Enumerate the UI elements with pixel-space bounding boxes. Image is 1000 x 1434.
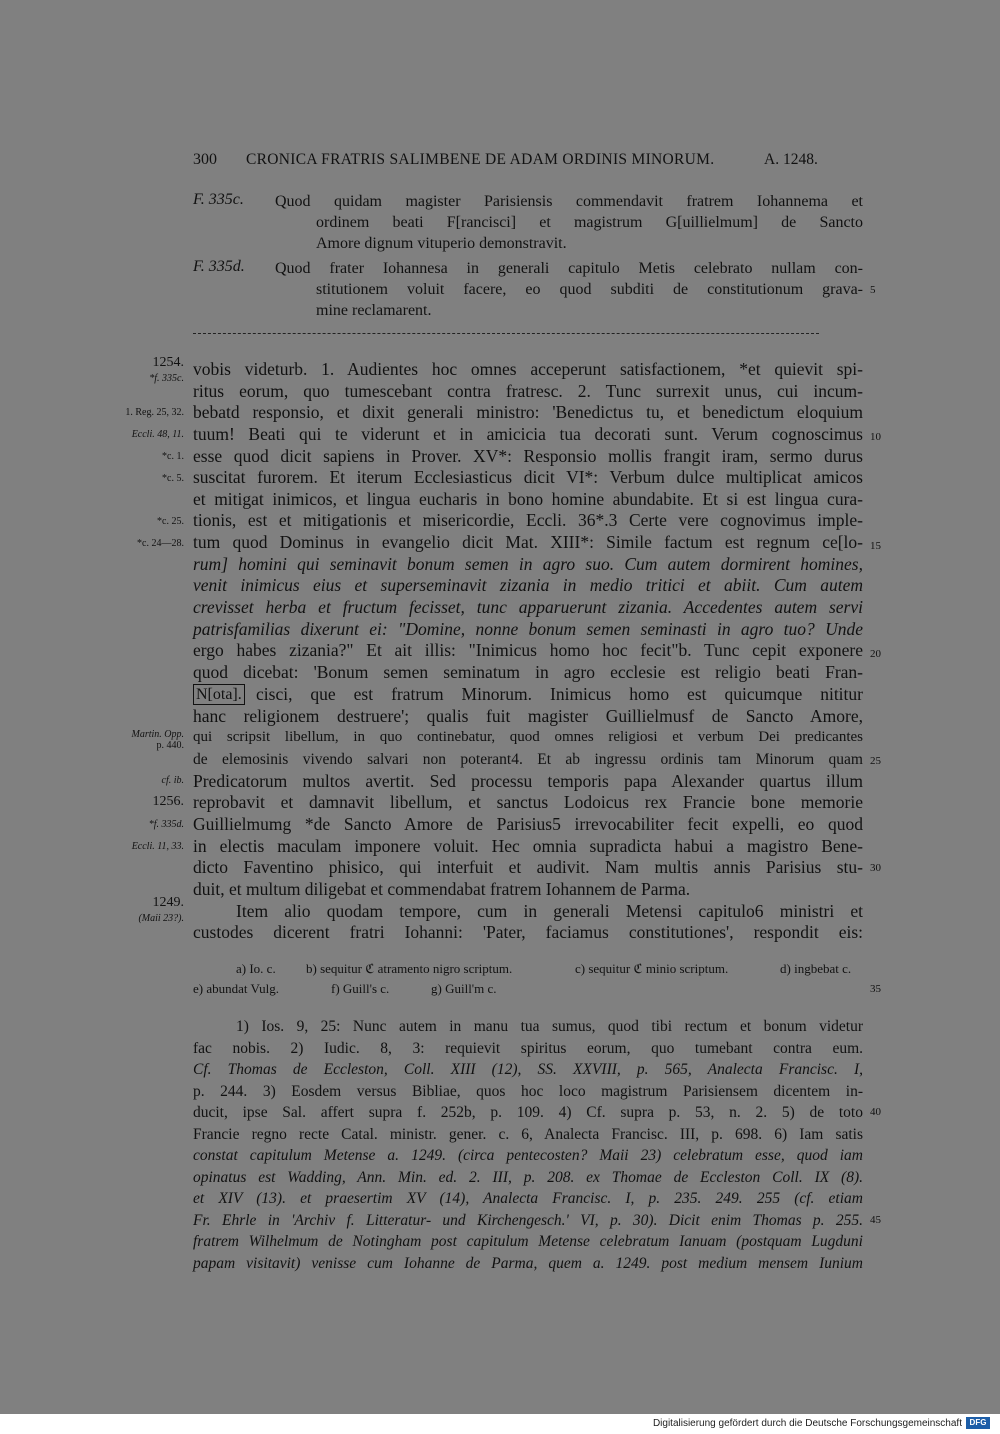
note-line: p. 244. 3) Eosdem versus Bibliae, quos hoc loco magistrum Parisiensem dicentem in- [193,1083,863,1100]
contents-line: Amore dignum vituperio demonstravit. [316,235,567,252]
margin-ref: Eccli. 48, 11. [131,429,184,440]
body-line: de elemosinis vivendo salvari non poterant4. Et ab ingressu ordinis tam Minorum quam [193,751,863,768]
body-line: crevisset herba et fructum fecisset, tunc apparuerunt zizania. Accedentes autem servi [193,597,863,617]
margin-ref: Martin. Opp. [131,729,184,740]
body-line: custodes dicerent fratri Iohanni: 'Pater, faciamus constitutiones', respondit eis: [193,922,863,942]
body-line: in electis maculam imponere voluit. Hec omnia supradicta habui a magistro Bene- [193,836,863,856]
body-line: reprobavit et damnavit libellum, et sanctus Lodoicus rex Francie bone memorie [193,792,863,812]
margin-year: 1256. [152,794,184,809]
body-line: ritus eorum, quo tumescebant contra fratresc. 2. Tunc surrexit unus, cui incum- [193,381,863,401]
body-line: vobis videturb. 1. Audientes hoc omnes acceperunt satisfactionem, *et quievit spi- [193,359,863,379]
note-line: fratrem Wilhelmum de Notingham post capitulum Metense celebratum Ianuam (postquam Lugduni [193,1233,863,1250]
apparatus-entry: c) sequitur ℭ minio scriptum. [575,961,729,976]
body-line: Guillielmumg *de Sancto Amore de Parisius5 irrevocabiliter fecit expelli, eo quod [193,814,863,834]
body-line: patrisfamilias dixerunt ei: "Domine, nonne bonum semen seminasti in agro tuo? Unde [193,619,863,639]
margin-ref: *c. 1. [162,451,184,462]
page-number: 300 [193,151,217,168]
note-line: ducit, ipse Sal. affert supra f. 252b, p. 109. 4) Cf. supra p. 53, n. 2. 5) de toto [193,1104,863,1121]
body-line: bebatd responsio, et dixit generali ministro: 'Benedictus tu, et benedictum eloquium [193,402,863,422]
apparatus-entry: e) abundat Vulg. [193,981,279,996]
apparatus-entry: g) Guill'm c. [431,981,497,996]
line-number: 45 [870,1214,881,1226]
line-number: 20 [870,648,881,660]
margin-year: 1254. [152,355,184,370]
note-line: papam visitavit) venisse cum Iohanne de Parma, quem a. 1249. post medium mensem Iunium [193,1255,863,1272]
apparatus-entry: f) Guill's c. [331,981,390,996]
apparatus-entry: d) ingbebat c. [780,961,852,976]
contents-ref-2: F. 335d. [193,258,245,275]
body-line: hanc religionem destruere'; qualis fuit magister Guillielmusf de Sancto Amore, [193,706,863,726]
note-line: fac nobis. 2) Iudic. 8, 3: requievit spiritus eorum, quo tumebant contra eum. [193,1040,863,1057]
note-line: Cf. Thomas de Eccleston, Coll. XIII (12), SS. XXVIII, p. 565, Analecta Francisc. I, [193,1061,863,1078]
note-line: Fr. Ehrle in 'Archiv f. Litteratur- und Kirchengesch.' VI, p. 30). Dicit enim Thomas p. 255. [193,1212,863,1229]
body-line: dicto Faventino phisico, qui interfuit et audivit. Nam multis annis Parisius stu- [193,857,863,877]
dfg-logo: DFG [966,1417,990,1429]
body-line: tionis, est et mitigationis et misericordie, Eccli. 36*.3 Certe vere cognovimus imple- [193,510,863,530]
body-line: Item alio quodam tempore, cum in generali Metensi capitulo6 ministri et [236,901,863,921]
body-line: et mitigat inimicos, et lingua eucharis in bono homine abundabite. Et si est lingua cura- [193,489,863,509]
margin-ref: *c. 25. [157,516,184,527]
contents-line: Quod quidam magister Parisiensis commendavit fratrem Iohannema et [275,193,863,210]
line-number: 40 [870,1106,881,1118]
margin-folio: *f. 335d. [148,819,184,830]
body-line: ergo habes zizania?" Et ait illis: "Inimicus homo hoc fecit"b. Tunc cepit exponere [193,640,863,660]
nota-box: N[ota]. [193,684,245,705]
apparatus-entry: a) Io. c. [236,961,276,976]
body-line: tum quod Dominus in evangelio dicit Mat. XIII*: Simile factum est regnum ce[lo- [193,532,863,552]
body-line: duit, et multum diligebat et commendabat fratrem Iohannem de Parma. [193,879,691,899]
contents-line: Quod frater Iohannesa in generali capitulo Metis celebrato nullam con- [275,260,863,277]
body-line: cisci, que est fratrum Minorum. Inimicus homo est quicumque nititur [256,684,863,704]
margin-folio: *f. 335c. [149,373,184,384]
margin-ref: *c. 24—28. [137,538,184,549]
margin-ref: p. 440. [156,740,184,751]
body-line: suscitat furorem. Et iterum Ecclesiasticus dicit VI*: Verbum dulce multiplicat amicos [193,467,863,487]
running-year: A. 1248. [764,151,818,168]
margin-year: 1249. [152,895,184,910]
separator-rule [193,333,819,334]
note-line: Francie regno recte Catal. ministr. gener. c. 6, Analecta Francisc. III, p. 698. 6) Iam satis [193,1126,863,1143]
body-line: qui scripsit libellum, in quo continebatur, quod omnes religiosi et verbum Dei predicantes [193,729,863,745]
line-number: 35 [870,983,881,995]
footer-credit: Digitalisierung gefördert durch die Deutsche Forschungsgemeinschaft [652,1418,962,1429]
margin-date: (Maii 23?). [138,913,184,924]
margin-ref: Eccli. 11, 33. [131,841,184,852]
note-line: constat capitulum Metense a. 1249. (circa pentecosten? Maii 23) celebratum esse, quod iam [193,1147,863,1164]
line-number: 10 [870,431,881,443]
running-title: CRONICA FRATRIS SALIMBENE DE ADAM ORDINIS MINORUM. [246,151,715,168]
body-line: Predicatorum multos avertit. Sed processu temporis papa Alexander quartus illum [193,771,863,791]
note-line: et XIV (13). et praesertim XV (14), Analecta Francisc. I, p. 235. 249. 255 (cf. etiam [193,1190,863,1207]
margin-ref: 1. Reg. 25, 32. [125,407,184,418]
line-number: 30 [870,862,881,874]
body-line: tuum! Beati qui te viderunt et in amicicia tua decorati sunt. Verum cognoscimus [193,424,863,444]
margin-ref: *c. 5. [162,473,184,484]
contents-line: ordinem beati F[rancisci] et magistrum G[uillielmum] de Sancto [316,214,863,231]
margin-ref: cf. ib. [161,775,184,786]
line-number: 25 [870,755,881,767]
note-line: opinatus est Wadding, Ann. Min. ed. 2. III, p. 208. ex Thomae de Eccleston Coll. IX (8). [193,1169,863,1186]
contents-line: stitutionem voluit facere, eo quod subditi de constitutionum grava- [316,281,863,298]
apparatus-entry: b) sequitur ℭ atramento nigro scriptum. [306,961,513,976]
contents-line: mine reclamarent. [316,302,432,319]
body-line: rum] homini qui seminavit bonum semen in agro suo. Cum autem dormirent homines, [193,554,863,574]
contents-ref-1: F. 335c. [193,191,244,208]
body-line: venit inimicus eius et superseminavit zizania in medio tritici et abiit. Cum autem [193,575,863,595]
line-number: 15 [870,540,881,552]
body-line: esse quod dicit sapiens in Prover. XV*: Responsio mollis frangit iram, sermo durus [193,446,863,466]
note-line: 1) Ios. 9, 25: Nunc autem in manu tua sumus, quod tibi rectum et bonum videtur [236,1018,863,1035]
line-number: 5 [870,284,876,296]
body-line: quod dicebat: 'Bonum semen seminatum in agro ecclesie est religio beati Fran- [193,662,863,682]
